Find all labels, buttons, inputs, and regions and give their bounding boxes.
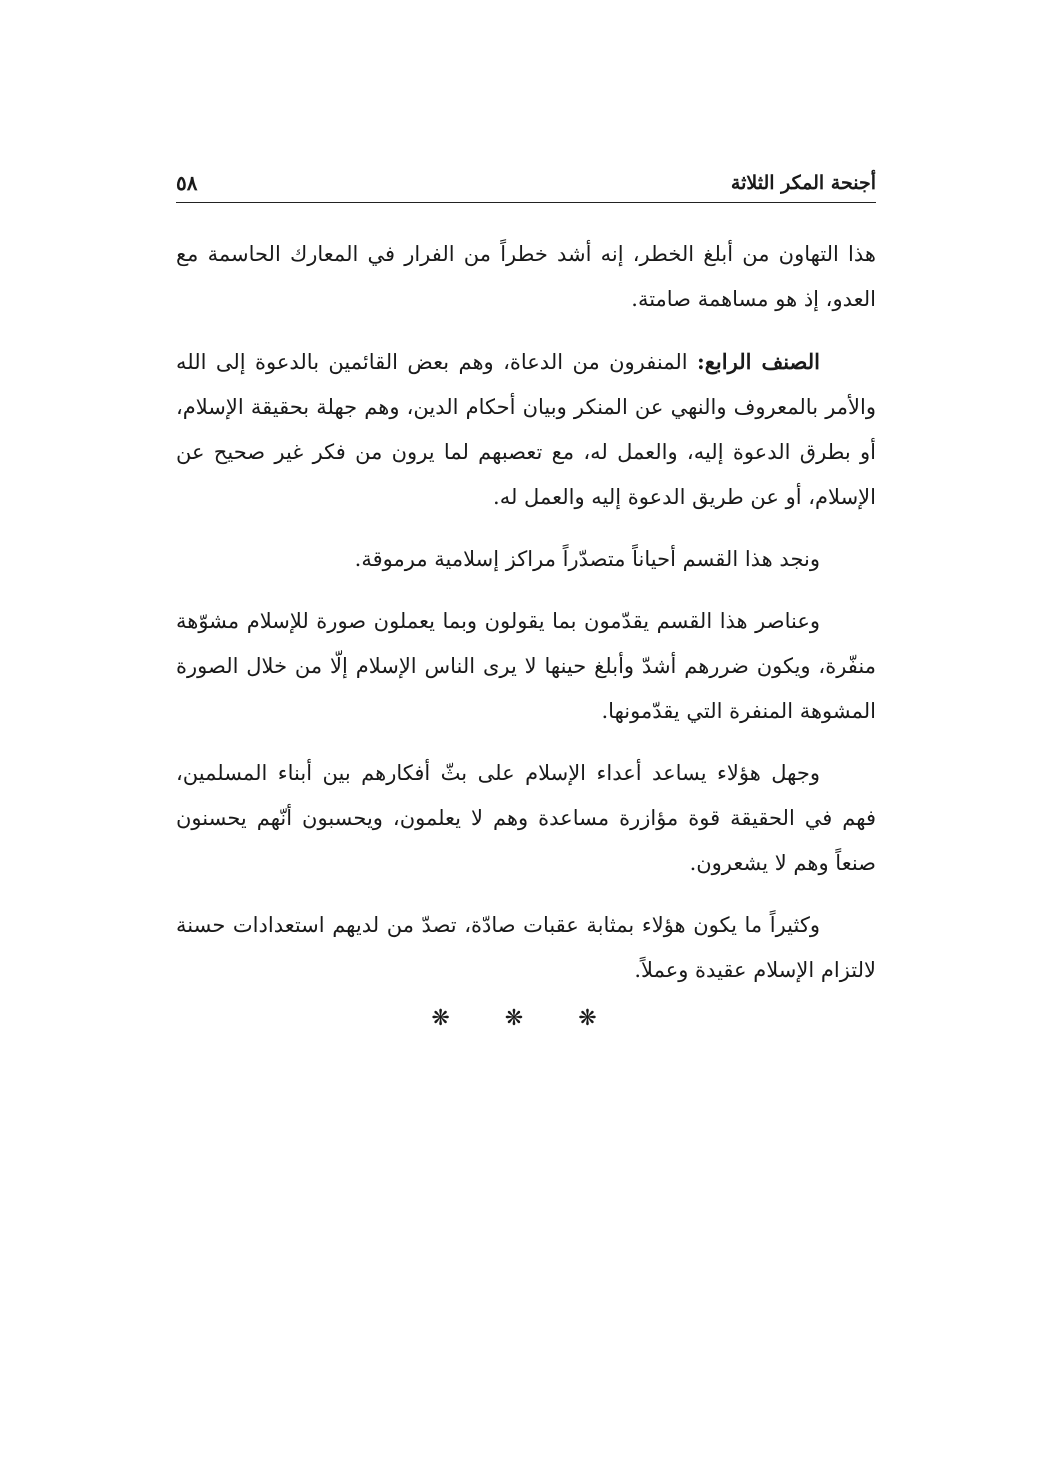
paragraph-2-lead: الصنف الرابع: <box>697 349 820 374</box>
header-rule <box>176 202 876 203</box>
running-title: أجنحة المكر الثلاثة <box>730 172 876 194</box>
paragraph-4-text: وعناصر هذا القسم يقدّمون بما يقولون وبما يعملون صورة للإسلام مشوّهة منفّرة، ويكون ضررهم أشدّ وأبلغ حينها لا يرى الناس الإسلام إلّا من خلال الصورة المشوهة المنفرة التي يقدّمونها. <box>176 609 876 723</box>
paragraph-2-text: المنفرون من الدعاة، وهم بعض القائمين بالدعوة إلى الله والأمر بالمعروف والنهي عن المنكر وبيان أحكام الدين، وهم جهلة بحقيقة الإسلام، أو بطرق الدعوة إليه، والعمل له، مع تعصبهم لما يرون من فكر غير صحيح عن الإسلام، أو عن طريق الدعوة إليه والعمل له. <box>176 350 876 509</box>
page-number: ٥٨ <box>176 171 198 195</box>
paragraph-1 <box>176 232 876 322</box>
section-separator: ❋ ❋ ❋ <box>431 1006 621 1031</box>
paragraph-2 <box>176 339 876 520</box>
paragraph-1-text: هذا التهاون من أبلغ الخطر، إنه أشد خطراً من الفرار في المعارك الحاسمة مع العدو، إذ هو مساهمة صامتة. <box>176 242 876 311</box>
body-text <box>176 232 876 1010</box>
paragraph-5-text: وجهل هؤلاء يساعد أعداء الإسلام على بثّ أفكارهم بين أبناء المسلمين، فهم في الحقيقة قوة مؤازرة مساعدة وهم لا يعلمون، ويحسبون أنّهم يحسنون صنعاً وهم لا يشعرون. <box>176 761 876 875</box>
paragraph-4 <box>176 599 876 734</box>
paragraph-6-text: وكثيراً ما يكون هؤلاء بمثابة عقبات صادّة، تصدّ من لديهم استعدادات حسنة لالتزام الإسلام عقيدة وعملاً. <box>176 913 876 982</box>
page-header <box>176 168 876 200</box>
paragraph-6 <box>176 903 876 993</box>
paragraph-5 <box>176 751 876 886</box>
paragraph-3-text: ونجد هذا القسم أحياناً متصدّراً مراكز إسلامية مرموقة. <box>354 547 820 571</box>
paragraph-3 <box>176 537 876 582</box>
